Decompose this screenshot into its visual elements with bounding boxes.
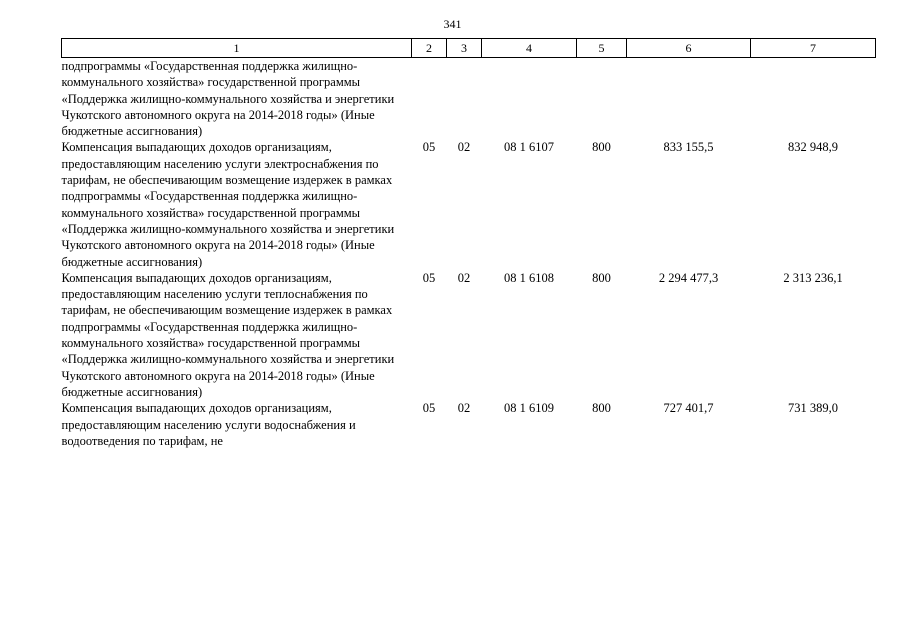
row-amount-year-2: 832 948,9 [788, 140, 838, 155]
row-target-code: 08 1 6107 [504, 140, 554, 155]
table-row [62, 400, 876, 449]
row-subsection: 02 [457, 401, 471, 416]
row-amount-year-1: 833 155,5 [663, 140, 714, 155]
row-description: Компенсация выпадающих доходов организациям, предоставляющим населению услуги теплоснабжения по тарифам, не обеспечивающим возмещение издержек в рамках подпрограммы «Государственная поддержка жилищно-коммунального хозяйства» государственной программы «Поддержка жилищно-коммунального хозяйства и энергетики Чукотского автономного округа на 2014-2018 годы» (Иные бюджетные ассигнования) [61, 270, 395, 399]
row-amount-year-1: 727 401,7 [663, 401, 714, 416]
row-subsection: 02 [457, 140, 471, 155]
row-amount-year-2: 2 313 236,1 [783, 270, 843, 285]
row-section: 05 [422, 140, 436, 155]
row-description: Компенсация выпадающих доходов организациям, предоставляющим населению услуги водоснабжения и водоотведения по тарифам, не [61, 401, 356, 448]
row-target-code [482, 58, 577, 140]
row-description: подпрограммы «Государственная поддержка жилищно-коммунального хозяйства» государственной программы «Поддержка жилищно-коммунального хозяйства и энергетики Чукотского автономного округа на 2014-2018 годы» (Иные бюджетные ассигнования) [61, 59, 395, 139]
row-target-code: 08 1 6108 [504, 270, 554, 285]
row-section: 05 [422, 270, 436, 285]
row-expense-type [577, 58, 627, 140]
column-header-4: 4 [482, 39, 577, 58]
row-amount-year-2: 731 389,0 [788, 401, 838, 416]
row-section: 05 [422, 401, 436, 416]
table-row [62, 58, 876, 140]
column-header-7: 7 [751, 39, 876, 58]
column-header-6: 6 [627, 39, 751, 58]
row-section [412, 58, 447, 140]
row-subsection: 02 [457, 270, 471, 285]
column-header-1: 1 [62, 39, 412, 58]
row-expense-type: 800 [592, 270, 611, 285]
row-target-code: 08 1 6109 [504, 401, 554, 416]
column-header-3: 3 [447, 39, 482, 58]
table-row [62, 270, 876, 400]
row-expense-type: 800 [592, 401, 611, 416]
table-row [62, 139, 876, 269]
column-header-5: 5 [577, 39, 627, 58]
column-header-2: 2 [412, 39, 447, 58]
row-amount-year-1 [627, 58, 751, 140]
row-amount-year-1: 2 294 477,3 [658, 270, 719, 285]
row-subsection [447, 58, 482, 140]
budget-table [61, 38, 876, 449]
header-row [62, 39, 876, 58]
page-number: 341 [443, 17, 462, 31]
row-amount-year-2 [751, 58, 876, 140]
row-expense-type: 800 [592, 140, 611, 155]
row-description: Компенсация выпадающих доходов организациям, предоставляющим населению услуги электроснабжения по тарифам, не обеспечивающим возмещение издержек в рамках подпрограммы «Государственная поддержка жилищно-коммунального хозяйства» государственной программы «Поддержка жилищно-коммунального хозяйства и энергетики Чукотского автономного округа на 2014-2018 годы» (Иные бюджетные ассигнования) [61, 140, 395, 269]
